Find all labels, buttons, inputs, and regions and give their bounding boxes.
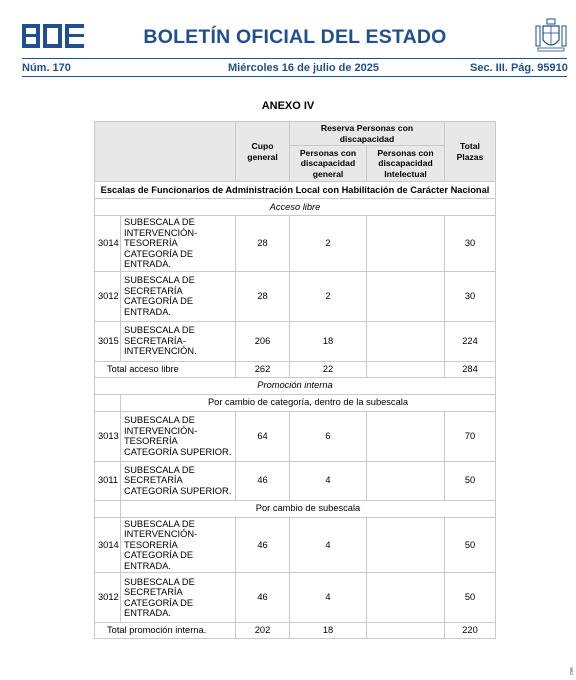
row-name: SUBESCALA DE INTERVENCIÓN-TESORERÍA CATEGORÍA DE ENTRADA.: [121, 216, 236, 272]
table-row: [95, 461, 496, 500]
page-header: [0, 0, 576, 80]
header-cupo: Cupo general: [236, 122, 290, 182]
acceso-libre-label: Acceso libre: [95, 199, 496, 216]
header-disc-intelectual: Personas con discapacidad Intelectual: [367, 146, 445, 182]
row-total: 30: [445, 216, 496, 272]
table-row: [95, 411, 496, 461]
header-disc-general: Personas con discapacidad general: [290, 146, 367, 182]
total-cupo: 202: [236, 623, 290, 639]
total-total: 220: [445, 623, 496, 639]
total-general: 18: [290, 623, 367, 639]
table-row: [95, 517, 496, 573]
total-total: 284: [445, 361, 496, 377]
header-empty-cell: [95, 122, 236, 182]
row-general: 2: [290, 216, 367, 272]
row-intelectual: [367, 461, 445, 500]
row-cupo: 28: [236, 216, 290, 272]
row-name: SUBESCALA DE INTERVENCIÓN-TESORERÍA CATEGORÍA DE ENTRADA.: [121, 517, 236, 573]
issue-number: Núm. 170: [22, 62, 71, 74]
row-intelectual: [367, 411, 445, 461]
row-general: 4: [290, 517, 367, 573]
row-code: 3012: [95, 271, 121, 321]
section-page: Sec. III. Pág. 95910: [470, 62, 568, 74]
row-general: 4: [290, 461, 367, 500]
row-general: 4: [290, 573, 367, 623]
row-total: 224: [445, 321, 496, 361]
row-total: 70: [445, 411, 496, 461]
row-intelectual: [367, 271, 445, 321]
row-total: 30: [445, 271, 496, 321]
page-title: BOLETÍN OFICIAL DEL ESTADO: [143, 26, 447, 48]
row-name: SUBESCALA DE INTERVENCIÓN-TESORERÍA CATEGORÍA SUPERIOR.: [121, 411, 236, 461]
row-cupo: 28: [236, 271, 290, 321]
header-rule-top: [22, 58, 567, 59]
row-name: SUBESCALA DE SECRETARÍA CATEGORÍA DE ENTRADA.: [121, 573, 236, 623]
indent-cell: [95, 500, 121, 517]
total-label: Total acceso libre: [95, 361, 236, 377]
row-cupo: 46: [236, 517, 290, 573]
row-intelectual: [367, 517, 445, 573]
indent-cell: [95, 394, 121, 411]
row-general: 18: [290, 321, 367, 361]
row-code: 3012: [95, 573, 121, 623]
row-total: 50: [445, 573, 496, 623]
row-name: SUBESCALA DE SECRETARÍA CATEGORÍA DE ENTRADA.: [121, 271, 236, 321]
issue-date: Miércoles 16 de julio de 2025: [228, 62, 380, 74]
row-cupo: 46: [236, 461, 290, 500]
row-intelectual: [367, 321, 445, 361]
group-label: Por cambio de categoría, dentro de la subescala: [121, 394, 496, 411]
table-row: [95, 271, 496, 321]
row-intelectual: [367, 216, 445, 272]
row-cupo: 46: [236, 573, 290, 623]
row-general: 2: [290, 271, 367, 321]
row-intelectual: [367, 573, 445, 623]
total-cupo: 262: [236, 361, 290, 377]
header-rule-bottom: [22, 76, 567, 77]
total-row: [95, 623, 496, 639]
annex-title: ANEXO IV: [261, 100, 315, 112]
table-row: [95, 321, 496, 361]
verification-mark: cve: [568, 667, 575, 675]
row-total: 50: [445, 461, 496, 500]
boe-logo: [22, 24, 84, 48]
table-row: [95, 216, 496, 272]
header-total: Total Plazas: [445, 122, 496, 182]
section-title: Escalas de Funcionarios de Administración Local con Habilitación de Carácter Nacional: [95, 182, 496, 199]
header-reserva: Reserva Personas con discapacidad: [290, 122, 445, 146]
total-intelectual: [367, 361, 445, 377]
total-row: [95, 361, 496, 377]
row-code: 3013: [95, 411, 121, 461]
row-name: SUBESCALA DE SECRETARÍA CATEGORÍA SUPERIOR.: [121, 461, 236, 500]
row-total: 50: [445, 517, 496, 573]
total-intelectual: [367, 623, 445, 639]
group-label: Por cambio de subescala: [121, 500, 496, 517]
table-row: [95, 573, 496, 623]
row-code: 3015: [95, 321, 121, 361]
total-general: 22: [290, 361, 367, 377]
total-label: Total promoción interna.: [95, 623, 236, 639]
row-name: SUBESCALA DE SECRETARÍA-INTERVENCIÓN.: [121, 321, 236, 361]
promocion-label: Promoción interna: [95, 377, 496, 394]
row-cupo: 64: [236, 411, 290, 461]
row-code: 3014: [95, 216, 121, 272]
coat-of-arms-icon: [534, 18, 568, 54]
vacancies-table: [94, 121, 496, 639]
row-code: 3014: [95, 517, 121, 573]
row-general: 6: [290, 411, 367, 461]
row-code: 3011: [95, 461, 121, 500]
row-cupo: 206: [236, 321, 290, 361]
